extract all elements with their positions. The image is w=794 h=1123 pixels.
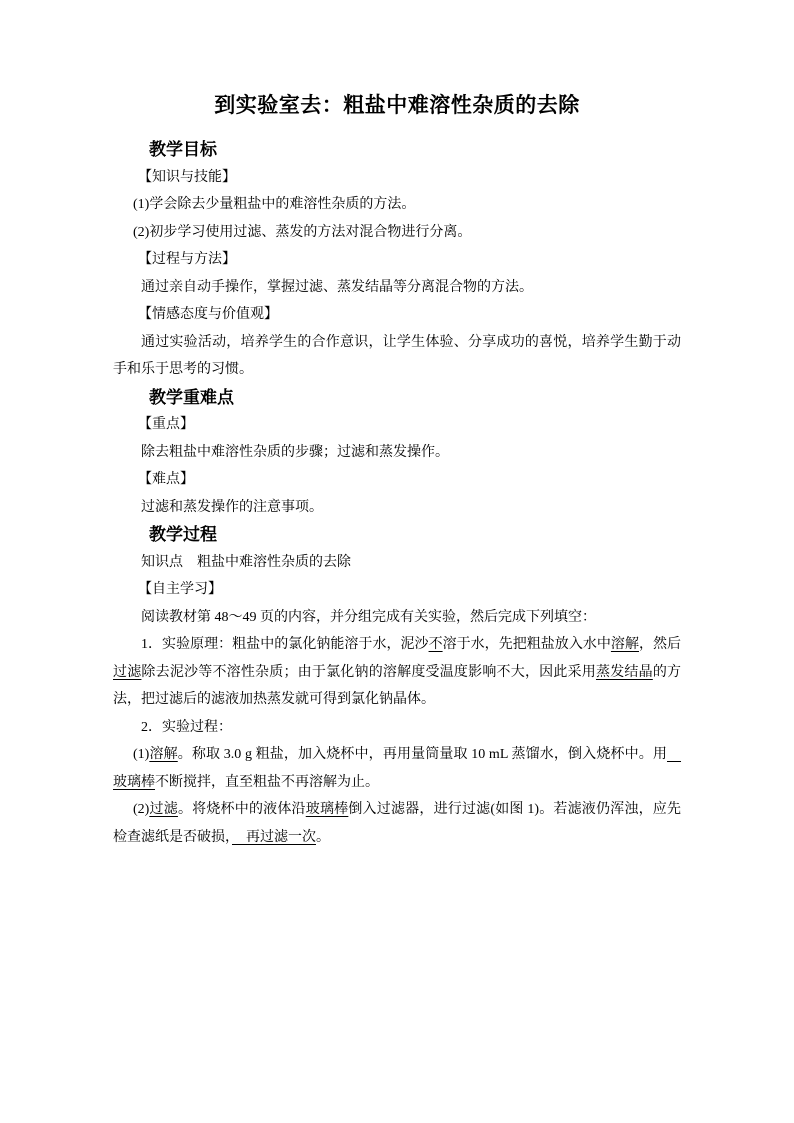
text-segment: 【知识与技能】 — [138, 169, 236, 185]
text-segment: 【自主学习】 — [138, 582, 222, 597]
goal-item-1 — [113, 191, 681, 219]
text-segment: 除去泥沙等不溶性杂质；由于氯化钠的溶解度受温度影响不大，因此采用 — [141, 664, 596, 680]
fill-in-blank-answer: 蒸发结晶 — [595, 664, 653, 680]
document-body — [113, 136, 681, 851]
text-segment: 通过实验活动，培养学生的合作意识，让学生体验、分享成功的喜悦，培养学生勤于动手和乐于思考的习惯。 — [113, 334, 681, 377]
text-segment: (1) — [133, 747, 150, 762]
text-segment: 教学过程 — [149, 525, 217, 544]
section-heading-teaching-goals — [113, 136, 681, 164]
label-self-study — [113, 576, 681, 604]
section-heading-teaching-process — [113, 521, 681, 549]
text-segment: 不断搅拌，直至粗盐不再溶解为止。 — [155, 774, 379, 790]
text-segment: 通过亲自动手操作，掌握过滤、蒸发结晶等分离混合物的方法。 — [141, 279, 533, 295]
text-segment: 知识点 粗盐中难溶性杂质的去除 — [141, 554, 351, 570]
experiment-principle — [113, 631, 681, 714]
step-filter — [113, 796, 681, 851]
label-process-methods — [113, 246, 681, 274]
text-segment: 1．实验原理：粗盐中的氯化钠能溶于水，泥沙 — [141, 637, 429, 652]
fill-in-blank-answer: 玻璃棒 — [305, 802, 349, 817]
text-segment: 的方法，把过滤后的滤液加热蒸发就可得到氯化钠晶体。 — [113, 664, 682, 707]
section-heading-key-difficult-points — [113, 384, 681, 412]
label-key-point — [113, 411, 681, 439]
text-segment: 。 — [316, 829, 330, 845]
text-segment: ，然后 — [638, 637, 682, 652]
fill-in-blank-answer: 溶解 — [149, 747, 178, 762]
key-point-text — [113, 439, 681, 467]
text-segment: 除去粗盐中难溶性杂质的步骤；过滤和蒸发操作。 — [141, 444, 449, 460]
fill-in-blank-answer: 过滤 — [113, 664, 142, 680]
text-segment: 【重点】 — [138, 417, 194, 432]
fill-in-blank-answer: 玻璃棒 — [113, 747, 682, 790]
process-methods-text — [113, 274, 681, 302]
document-title: 到实验室去：粗盐中难溶性杂质的去除 — [214, 93, 580, 117]
step-dissolve — [113, 741, 681, 796]
text-segment: (2) — [133, 802, 150, 817]
fill-in-blank-answer: 过滤 — [149, 802, 178, 817]
experiment-process-heading — [113, 714, 681, 742]
text-segment: (1)学会除去少量粗盐中的难溶性杂质的方法。 — [133, 197, 416, 212]
fill-in-blank-answer: 再过滤一次 — [232, 829, 316, 845]
label-knowledge-skills — [113, 164, 681, 192]
text-segment: 教学重难点 — [149, 387, 234, 407]
fill-in-blank-answer: 不 — [428, 637, 443, 652]
text-segment: (2)初步学习使用过滤、蒸发的方法对混合物进行分离。 — [133, 224, 472, 240]
reading-instruction — [113, 604, 681, 632]
text-segment: 【情感态度与价值观】 — [138, 307, 278, 322]
text-segment: 溶于水，先把粗盐放入水中 — [442, 637, 611, 652]
text-segment: 倒入过滤器，进行过滤(如图 1)。若滤液仍浑浊，应先检查滤纸是否破损， — [113, 802, 682, 845]
knowledge-point-line — [113, 549, 681, 577]
text-segment: 阅读教材第 48～49 页的内容，并分组完成有关实验，然后完成下列填空： — [141, 609, 596, 625]
label-difficult-point — [113, 466, 681, 494]
text-segment: 【过程与方法】 — [138, 252, 236, 267]
difficult-point-text — [113, 494, 681, 522]
text-segment: 。将烧杯中的液体沿 — [177, 802, 306, 817]
fill-in-blank-answer: 溶解 — [610, 637, 639, 652]
label-emotion-values — [113, 301, 681, 329]
text-segment: 教学目标 — [149, 140, 217, 159]
emotion-values-text — [113, 329, 681, 384]
text-segment: 【难点】 — [138, 472, 194, 487]
text-segment: 过滤和蒸发操作的注意事项。 — [141, 499, 323, 515]
text-segment: 2．实验过程： — [141, 719, 232, 735]
text-segment: 。称取 3.0 g 粗盐，加入烧杯中，再用量筒量取 10 mL 蒸馏水，倒入烧杯中。用 — [177, 747, 668, 762]
goal-item-2 — [113, 219, 681, 247]
